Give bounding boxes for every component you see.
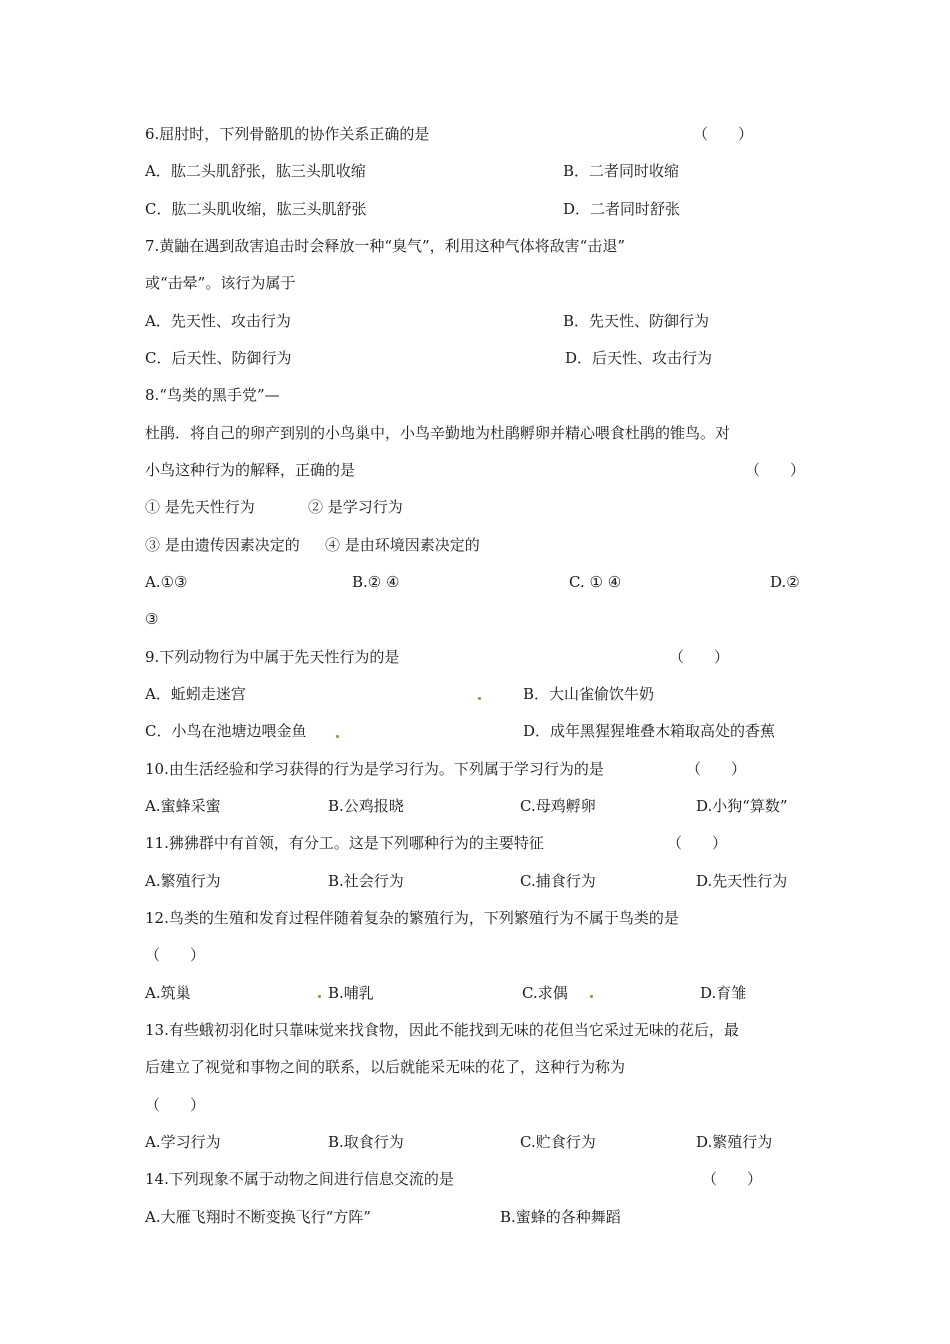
q13-option-c: C.贮食行为 xyxy=(520,1133,596,1151)
q11-option-a: A.繁殖行为 xyxy=(145,872,221,890)
q7-stem-line1: 7.黄鼬在遇到敌害追击时会释放一种“臭气”，利用这种气体将敌害“击退” xyxy=(145,237,625,255)
q13-answer-blank[interactable]: （ ） xyxy=(145,1096,206,1114)
q10-option-a: A.蜜蜂采蜜 xyxy=(145,797,221,815)
q14-answer-blank[interactable]: （ ） xyxy=(702,1170,763,1188)
q8-answer-blank[interactable]: （ ） xyxy=(745,461,806,479)
q12-option-b: B.哺乳 xyxy=(328,984,374,1002)
q8-statement-4: ④ 是由环境因素决定的 xyxy=(325,536,480,554)
q9-option-c: C．小鸟在池塘边喂金鱼 xyxy=(145,722,307,740)
q8-stem-line3: 小鸟这种行为的解释，正确的是 xyxy=(145,461,356,479)
q14-option-a: A.大雁飞翔时不断变换飞行“方阵” xyxy=(145,1208,371,1226)
q8-statement-3: ③ 是由遗传因素决定的 xyxy=(145,536,300,554)
q8-statement-2: ② 是学习行为 xyxy=(308,498,403,516)
q13-stem-line2: 后建立了视觉和事物之间的联系，以后就能采无味的花了，这种行为称为 xyxy=(145,1058,626,1076)
q12-option-a: A.筑巢 xyxy=(145,984,191,1002)
q7-option-d: D．后天性、攻击行为 xyxy=(565,349,713,367)
q8-option-d-continued: ③ xyxy=(145,610,159,628)
q6-answer-blank[interactable]: （ ） xyxy=(693,125,754,143)
q11-option-c: C.捕食行为 xyxy=(520,872,596,890)
q7-option-c: C．后天性、防御行为 xyxy=(145,349,292,367)
q10-option-d: D.小狗“算数” xyxy=(696,797,788,815)
q8-stem-line2: 杜鹃．将自己的卵产到别的小鸟巢中，小鸟辛勤地为杜鹃孵卵并精心喂食杜鹃的锥鸟。对 xyxy=(145,424,731,442)
scan-speck xyxy=(478,697,481,700)
q6-stem: 6.屈肘时，下列骨骼肌的协作关系正确的是 xyxy=(145,125,430,143)
q8-option-d: D.② xyxy=(770,573,800,591)
q14-stem: 14.下列现象不属于动物之间进行信息交流的是 xyxy=(145,1170,454,1188)
q9-option-a: A．蚯蚓走迷宫 xyxy=(145,685,246,703)
q10-option-b: B.公鸡报晓 xyxy=(328,797,404,815)
q11-answer-blank[interactable]: （ ） xyxy=(667,834,728,852)
q11-option-b: B.社会行为 xyxy=(328,872,404,890)
q12-answer-blank[interactable]: （ ） xyxy=(145,946,206,964)
q10-stem: 10.由生活经验和学习获得的行为是学习行为。下列属于学习行为的是 xyxy=(145,760,604,778)
q8-statement-1: ① 是先天性行为 xyxy=(145,498,255,516)
q9-option-d: D．成年黑猩猩堆叠木箱取高处的香蕉 xyxy=(523,722,776,740)
q11-stem: 11.狒狒群中有首领，有分工。这是下列哪种行为的主要特征 xyxy=(145,834,544,852)
q11-option-d: D.先天性行为 xyxy=(696,872,788,890)
q6-option-c: C．肱二头肌收缩，肱三头肌舒张 xyxy=(145,200,367,218)
q13-option-d: D.繁殖行为 xyxy=(696,1133,773,1151)
q12-option-d: D.育雏 xyxy=(700,984,747,1002)
q13-option-b: B.取食行为 xyxy=(328,1133,404,1151)
q6-option-d: D．二者同时舒张 xyxy=(563,200,681,218)
q9-option-b: B．大山雀偷饮牛奶 xyxy=(523,685,655,703)
scan-speck xyxy=(590,995,593,998)
q13-stem-line1: 13.有些蛾初羽化时只靠味觉来找食物，因此不能找到无味的花但当它采过无味的花后，最 xyxy=(145,1021,739,1039)
q6-option-b: B．二者同时收缩 xyxy=(563,162,680,180)
q7-stem-line2: 或“击晕”。该行为属于 xyxy=(145,274,296,292)
q9-answer-blank[interactable]: （ ） xyxy=(669,648,730,666)
q8-option-b: B.② ④ xyxy=(352,573,400,591)
q10-option-c: C.母鸡孵卵 xyxy=(520,797,596,815)
q6-option-a: A．肱二头肌舒张，肱三头肌收缩 xyxy=(145,162,366,180)
q13-option-a: A.学习行为 xyxy=(145,1133,221,1151)
scan-speck xyxy=(318,995,321,998)
q7-option-b: B．先天性、防御行为 xyxy=(563,312,710,330)
q7-option-a: A．先天性、攻击行为 xyxy=(145,312,291,330)
q12-option-c: C.求偶 xyxy=(522,984,568,1002)
q14-option-b: B.蜜蜂的各种舞蹈 xyxy=(500,1208,621,1226)
q8-option-a: A.①③ xyxy=(145,573,188,591)
q8-option-c: C. ① ④ xyxy=(569,573,622,591)
q12-stem: 12.鸟类的生殖和发育过程伴随着复杂的繁殖行为，下列繁殖行为不属于鸟类的是 xyxy=(145,909,679,927)
q10-answer-blank[interactable]: （ ） xyxy=(686,760,747,778)
scan-speck xyxy=(336,735,339,738)
q9-stem: 9.下列动物行为中属于先天性行为的是 xyxy=(145,648,400,666)
q8-stem-line1: 8.“鸟类的黑手党”— xyxy=(145,386,280,404)
